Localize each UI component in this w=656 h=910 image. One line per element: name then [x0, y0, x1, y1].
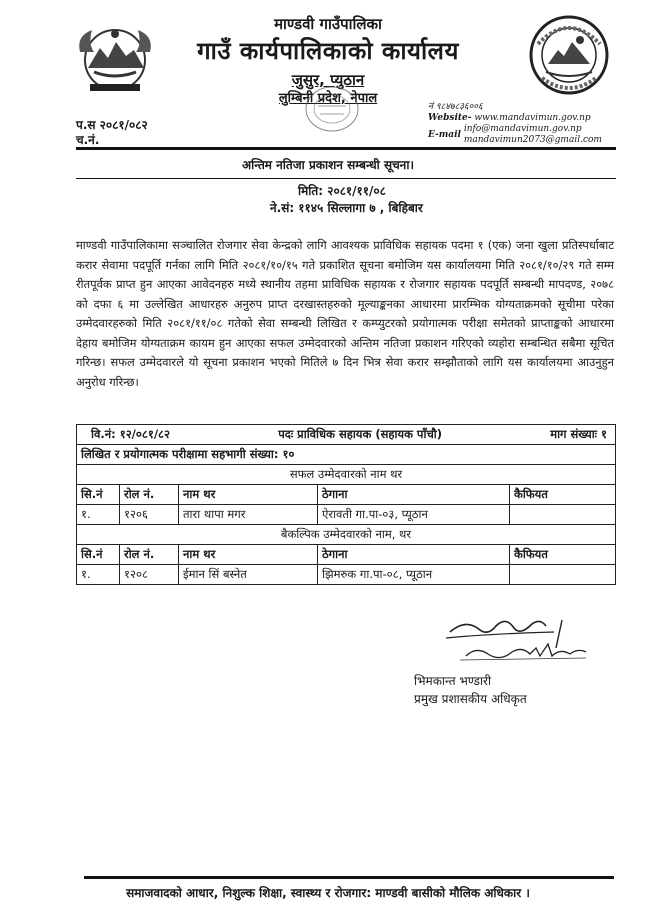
candidate-address: झिमरुक गा.पा-०८, प्यूठान [318, 565, 510, 585]
table-row [77, 565, 616, 585]
column-header: ठेगाना [318, 485, 510, 505]
roll-number: १२०६ [120, 505, 179, 525]
nepal-sambat-date: ने.सं: ११४५ सिल्लागा ७ , बिहिबार [270, 201, 423, 215]
contact-block [428, 102, 602, 146]
signatory-title: प्रमुख प्रशासकीय अधिकृत [414, 692, 527, 706]
result-table [76, 424, 616, 585]
dispatch-number-label: च.नं. [76, 133, 100, 147]
column-header: सि.नं [77, 545, 120, 565]
candidate-name: तारा थापा मगर [179, 505, 318, 525]
signatory-name: भिमकान्त भण्डारी [414, 674, 492, 688]
roll-number: १२०८ [120, 565, 179, 585]
table-row [77, 505, 616, 525]
notice-date: मिति: २०८१/११/०८ [298, 184, 386, 198]
office-stamp-icon [302, 84, 362, 134]
footer-divider [84, 876, 614, 879]
advertisement-number: वि.नं: १२/०८१/८२ [91, 427, 170, 441]
email-address[interactable]: mandavimun2073@gmail.com [463, 135, 602, 145]
candidate-name: ईमान सिं बस्नेत [179, 565, 318, 585]
reference-number: प.स २०८१/०८२ [76, 118, 148, 132]
participants-row [77, 445, 616, 465]
successful-heading: सफल उम्मेदवारको नाम थर [77, 465, 616, 485]
demand-count: माग संख्याः १ [550, 427, 607, 441]
remarks [510, 505, 616, 525]
candidate-address: ऐरावती गा.पा-०३, प्यूठान [318, 505, 510, 525]
remarks [510, 565, 616, 585]
participants-count: लिखित र प्रयोगात्मक परीक्षामा सहभागी संख्या: १० [77, 445, 616, 465]
post-name: पदः प्राविधिक सहायक (सहायक पाँचौ) [278, 427, 442, 441]
serial-number: १. [77, 565, 120, 585]
header-divider [76, 147, 616, 150]
office-address-line1: जुसुर, प्युठान [291, 71, 365, 89]
phone-number: नं ९८४७८३६००६ [428, 102, 483, 112]
serial-number: १. [77, 505, 120, 525]
table-header-row [77, 545, 616, 565]
column-header: रोल नं. [120, 485, 179, 505]
column-header: कैफियत [510, 545, 616, 565]
column-header: नाम थर [179, 545, 318, 565]
signature-icon [436, 612, 598, 668]
office-name: गाउँ कार्यपालिकाको कार्यालय [197, 37, 459, 65]
table-header-row [77, 485, 616, 505]
column-header: नाम थर [179, 485, 318, 505]
email-label: E-mail [428, 130, 461, 140]
notice-subject: अन्तिम नतिजा प्रकाशन सम्बन्धी सूचना। [241, 158, 415, 172]
subject-divider [76, 178, 616, 179]
email-address[interactable]: info@mandavimun.gov.np [463, 124, 582, 134]
column-header: ठेगाना [318, 545, 510, 565]
table-title-row [77, 425, 616, 445]
office-address-line2: लुम्बिनी प्रदेश, नेपाल [278, 91, 378, 106]
notice-body: माण्डवी गाउँपालिकामा सञ्चालित रोजगार सेवा केन्द्रको लागि आवश्यक प्राविधिक सहायक पदमा १ (एक) जना खुला प्रतिस्पर्धाबाट करार सेवामा पदपूर्ति गर्नका लागि मिति २०८१/१०/१५ गते प्रकाशित सूचना बमोजिम यस कार्यालयमा मिति २०८१/१०/२९ गते सम्म रीतपूर्वक प्राप्त हुन आएका आवेदनहरु मध्ये स्थानीय तहमा प्राविधिक सहायक र रोजगार सहायक पदपूर्ति सम्बन्धी मापदण्ड, २०७८ को दफा ६ मा उल्लेखित आधारहरु अनुरुप प्राप्त दरखास्तहरुको मूल्याङ्कनका आधारमा प्रारम्भिक योग्यताक्रमको सूचीमा परेका उम्मेदवारहरुको मिति २०८१/११/०८ गतेको सेवा सम्बन्धी लिखित र कम्प्युटरको प्रयोगात्मक परीक्षा समेतको प्राप्ताङ्कको आधारमा देहाय बमोजिम योग्यताक्रम कायम हुन आएका सफल उम्मेदवारको अन्तिम नतिजा प्रकाशन गरिएको व्यहोरा सम्बन्धित सबैमा सूचित गरिन्छ। सफल उम्मेदवारले यो सूचना प्रकाशन भएको मितिले ७ दिन भित्र सेवा करार सम्झौताको लागि यस कार्यालयमा आउनुहुन अनुरोध गरिन्छ। [76, 238, 614, 389]
column-header: कैफियत [510, 485, 616, 505]
website-label: Website- [428, 113, 472, 123]
footer-slogan: समाजवादको आधार, निशुल्क शिक्षा, स्वास्थ्य र रोजगार: माण्डवी बासीको मौलिक अधिकार । [126, 886, 530, 900]
alternate-heading: बैकल्पिक उम्मेदवारको नाम, थर [77, 525, 616, 545]
column-header: रोल नं. [120, 545, 179, 565]
column-header: सि.नं [77, 485, 120, 505]
municipality-name: माण्डवी गाउँपालिका [274, 15, 382, 33]
website-url[interactable]: www.mandavimun.gov.np [474, 113, 591, 123]
